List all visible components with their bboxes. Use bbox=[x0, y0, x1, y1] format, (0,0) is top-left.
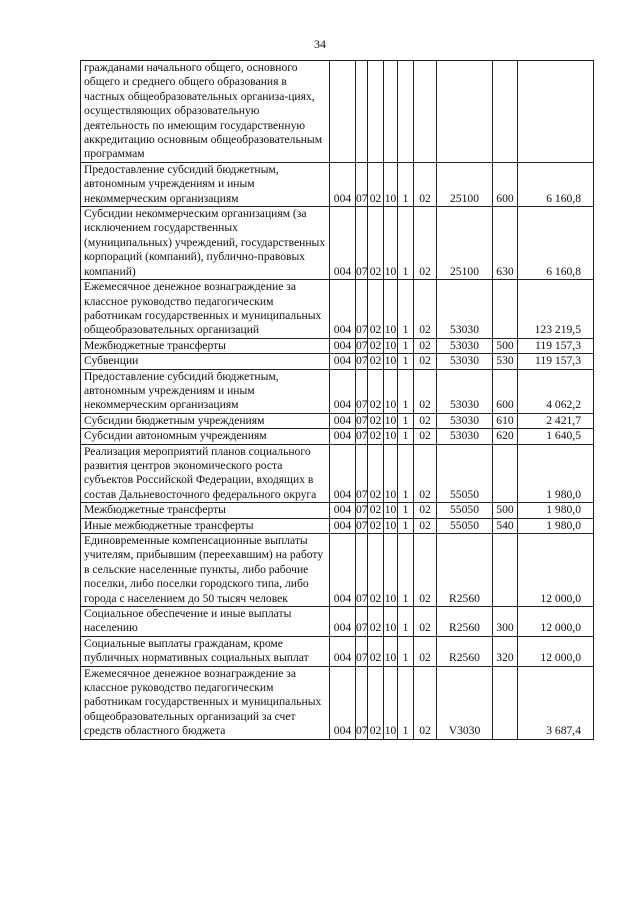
row-amount-cell: 12 000,0 bbox=[518, 607, 594, 637]
row-program-cell: 10 bbox=[384, 666, 398, 739]
table-row bbox=[81, 518, 594, 533]
row-name-cell: Реализация мероприятий планов социального развития центров экономического роста субъектов Российской Федерации, входящих в состав Дальневосточного федерального округа bbox=[81, 444, 330, 503]
row-section-cell: 07 bbox=[356, 444, 368, 503]
row-direction-cell: 53030 bbox=[437, 354, 493, 369]
row-subprogram-cell: 1 bbox=[398, 429, 414, 444]
table-row bbox=[81, 369, 594, 413]
row-activity-cell: 02 bbox=[414, 518, 437, 533]
table-row bbox=[81, 207, 594, 280]
row-expense-type-cell bbox=[493, 61, 518, 163]
row-direction-cell: 53030 bbox=[437, 413, 493, 428]
row-direction-cell: 55050 bbox=[437, 503, 493, 518]
row-subsection-cell: 02 bbox=[368, 444, 384, 503]
table-row bbox=[81, 666, 594, 739]
row-activity-cell: 02 bbox=[414, 162, 437, 206]
row-expense-type-cell: 620 bbox=[493, 429, 518, 444]
row-amount-cell: 123 219,5 bbox=[518, 280, 594, 339]
row-section-cell: 07 bbox=[356, 207, 368, 280]
row-subprogram-cell: 1 bbox=[398, 607, 414, 637]
table-row bbox=[81, 503, 594, 518]
row-subprogram-cell: 1 bbox=[398, 280, 414, 339]
row-subsection-cell: 02 bbox=[368, 636, 384, 666]
row-ministry-code-cell: 004 bbox=[330, 429, 356, 444]
row-direction-cell: R2560 bbox=[437, 636, 493, 666]
row-ministry-code-cell: 004 bbox=[330, 636, 356, 666]
budget-table bbox=[80, 60, 594, 740]
row-section-cell: 07 bbox=[356, 518, 368, 532]
row-activity-cell: 02 bbox=[414, 666, 437, 739]
row-amount-cell: 2 421,7 bbox=[518, 413, 594, 428]
row-expense-type-cell: 300 bbox=[493, 607, 518, 637]
row-amount-cell: 1 640,5 bbox=[518, 429, 594, 444]
row-section-cell: 07 bbox=[356, 413, 368, 427]
row-direction-cell: 55050 bbox=[437, 444, 493, 503]
row-section-cell: 07 bbox=[356, 666, 368, 739]
row-activity-cell: 02 bbox=[414, 369, 437, 413]
row-subsection-cell: 02 bbox=[368, 207, 384, 280]
row-name-cell: Социальные выплаты гражданам, кроме публичных нормативных социальных выплат bbox=[81, 636, 330, 666]
table-row bbox=[81, 534, 594, 607]
row-direction-cell: 55050 bbox=[437, 518, 493, 533]
table-row bbox=[81, 429, 594, 444]
row-ministry-code-cell: 004 bbox=[330, 369, 356, 413]
row-direction-cell: R2560 bbox=[437, 534, 493, 607]
row-ministry-code-cell: 004 bbox=[330, 607, 356, 637]
row-section-cell: 07 bbox=[356, 636, 368, 666]
row-subprogram-cell: 1 bbox=[398, 162, 414, 206]
row-subprogram-cell: 1 bbox=[398, 444, 414, 503]
row-program-cell: 10 bbox=[384, 369, 398, 413]
row-subprogram-cell: 1 bbox=[398, 413, 414, 428]
row-direction-cell: V3030 bbox=[437, 666, 493, 739]
row-ministry-code-cell: 004 bbox=[330, 413, 356, 428]
row-subprogram-cell: 1 bbox=[398, 207, 414, 280]
row-subprogram-cell: 1 bbox=[398, 666, 414, 739]
row-program-cell: 10 bbox=[384, 413, 397, 427]
row-expense-type-cell: 610 bbox=[493, 413, 518, 428]
row-name-cell: гражданами начального общего, основного общего и среднего общего образования в частных общеобразовательных организа-циях, осуществляющих образовательную деятельность по имеющим государственную аккредитацию основным общеобразовательным программам bbox=[81, 61, 330, 163]
row-activity-cell bbox=[414, 61, 437, 163]
row-subprogram-cell: 1 bbox=[398, 369, 414, 413]
row-ministry-code-cell: 004 bbox=[330, 354, 356, 369]
row-name-cell: Ежемесячное денежное вознаграждение за классное руководство педагогическим работникам государственных и муниципальных общеобразовательных организаций за счет средств областного бюджета bbox=[81, 666, 330, 739]
row-section-cell: 07 bbox=[356, 534, 368, 607]
row-activity-cell: 02 bbox=[414, 607, 437, 637]
row-name-cell: Предоставление субсидий бюджетным, автономным учреждениям и иным некоммерческим организациям bbox=[81, 162, 330, 206]
row-program-cell: 10 bbox=[384, 444, 398, 503]
row-amount-cell: 119 157,3 bbox=[518, 338, 594, 353]
page-number: 34 bbox=[314, 37, 326, 51]
row-subsection-cell: 02 bbox=[368, 280, 384, 339]
row-amount-cell: 1 980,0 bbox=[518, 518, 594, 533]
row-activity-cell: 02 bbox=[414, 413, 437, 428]
row-subprogram-cell: 1 bbox=[398, 503, 414, 518]
row-ministry-code-cell: 004 bbox=[330, 338, 356, 353]
row-program-cell bbox=[384, 61, 398, 163]
row-section-cell bbox=[356, 61, 368, 163]
row-expense-type-cell: 540 bbox=[493, 518, 518, 533]
row-direction-cell: R2560 bbox=[437, 607, 493, 637]
row-program-cell: 10 bbox=[384, 354, 397, 368]
row-section-cell: 07 bbox=[356, 338, 368, 352]
row-amount-cell: 1 980,0 bbox=[518, 503, 594, 518]
row-subprogram-cell: 1 bbox=[398, 534, 414, 607]
row-section-cell: 07 bbox=[356, 607, 368, 637]
row-subsection-cell: 02 bbox=[368, 338, 384, 353]
table-row bbox=[81, 607, 594, 637]
row-name-cell: Предоставление субсидий бюджетным, автономным учреждениям и иным некоммерческим организациям bbox=[81, 369, 330, 413]
row-subprogram-cell: 1 bbox=[398, 636, 414, 666]
row-amount-cell: 4 062,2 bbox=[518, 369, 594, 413]
row-direction-cell: 53030 bbox=[437, 369, 493, 413]
table-row bbox=[81, 444, 594, 503]
row-subsection-cell: 02 bbox=[368, 534, 384, 607]
row-expense-type-cell bbox=[493, 444, 518, 503]
row-ministry-code-cell: 004 bbox=[330, 162, 356, 206]
row-subprogram-cell: 1 bbox=[398, 518, 414, 533]
row-name-cell: Единовременные компенсационные выплаты учителям, прибывшим (переехавшим) на работу в сельские населенные пункты, либо рабочие поселки, либо поселки городского типа, либо города с населением до 50 тысяч человек bbox=[81, 534, 330, 607]
row-activity-cell: 02 bbox=[414, 429, 437, 444]
row-program-cell: 10 bbox=[384, 518, 397, 532]
row-section-cell: 07 bbox=[356, 162, 368, 206]
row-activity-cell: 02 bbox=[414, 444, 437, 503]
row-expense-type-cell bbox=[493, 280, 518, 339]
row-name-cell: Субсидии автономным учреждениям bbox=[81, 429, 330, 444]
row-expense-type-cell: 320 bbox=[493, 636, 518, 666]
row-amount-cell: 12 000,0 bbox=[518, 636, 594, 666]
row-activity-cell: 02 bbox=[414, 636, 437, 666]
row-name-cell: Субсидии некоммерческим организациям (за исключением государственных (муниципальных) учреждений, государственных корпораций (компаний), публично-правовых компаний) bbox=[81, 207, 330, 280]
row-direction-cell: 25100 bbox=[437, 162, 493, 206]
row-program-cell: 10 bbox=[384, 338, 397, 352]
row-section-cell: 07 bbox=[356, 503, 368, 517]
row-activity-cell: 02 bbox=[414, 534, 437, 607]
row-amount-cell: 119 157,3 bbox=[518, 354, 594, 369]
table-row bbox=[81, 338, 594, 353]
row-subprogram-cell: 1 bbox=[398, 338, 414, 353]
row-program-cell: 10 bbox=[384, 162, 398, 206]
row-amount-cell: 6 160,8 bbox=[518, 207, 594, 280]
table-row bbox=[81, 280, 594, 339]
row-subsection-cell: 02 bbox=[368, 354, 384, 369]
row-expense-type-cell bbox=[493, 534, 518, 607]
row-section-cell: 07 bbox=[356, 280, 368, 339]
row-activity-cell: 02 bbox=[414, 503, 437, 518]
row-expense-type-cell: 630 bbox=[493, 207, 518, 280]
row-ministry-code-cell: 004 bbox=[330, 534, 356, 607]
row-expense-type-cell: 500 bbox=[493, 338, 518, 353]
row-program-cell: 10 bbox=[384, 207, 398, 280]
row-amount-cell bbox=[518, 61, 594, 163]
row-name-cell: Иные межбюджетные трансферты bbox=[81, 518, 330, 533]
row-subsection-cell: 02 bbox=[368, 518, 384, 533]
row-direction-cell: 53030 bbox=[437, 338, 493, 353]
row-activity-cell: 02 bbox=[414, 280, 437, 339]
row-subsection-cell: 02 bbox=[368, 429, 384, 444]
row-ministry-code-cell bbox=[330, 61, 356, 163]
row-subsection-cell: 02 bbox=[368, 503, 384, 518]
row-subsection-cell: 02 bbox=[368, 162, 384, 206]
row-subsection-cell: 02 bbox=[368, 413, 384, 428]
row-activity-cell: 02 bbox=[414, 354, 437, 369]
row-ministry-code-cell: 004 bbox=[330, 518, 356, 533]
row-expense-type-cell: 530 bbox=[493, 354, 518, 369]
table-row bbox=[81, 636, 594, 666]
row-subsection-cell bbox=[368, 61, 384, 163]
table-row bbox=[81, 413, 594, 428]
row-name-cell: Межбюджетные трансферты bbox=[81, 503, 330, 518]
row-name-cell: Субсидии бюджетным учреждениям bbox=[81, 413, 330, 428]
row-ministry-code-cell: 004 bbox=[330, 207, 356, 280]
row-name-cell: Ежемесячное денежное вознаграждение за классное руководство педагогическим работникам государственных и муниципальных общеобразовательных организаций bbox=[81, 280, 330, 339]
row-subsection-cell: 02 bbox=[368, 607, 384, 637]
row-subsection-cell: 02 bbox=[368, 369, 384, 413]
row-program-cell: 10 bbox=[384, 280, 398, 339]
row-program-cell: 10 bbox=[384, 534, 398, 607]
row-amount-cell: 12 000,0 bbox=[518, 534, 594, 607]
table-row bbox=[81, 61, 594, 163]
row-section-cell: 07 bbox=[356, 369, 368, 413]
row-activity-cell: 02 bbox=[414, 207, 437, 280]
row-ministry-code-cell: 004 bbox=[330, 280, 356, 339]
row-section-cell: 07 bbox=[356, 354, 368, 368]
row-subprogram-cell: 1 bbox=[398, 354, 414, 369]
row-amount-cell: 6 160,8 bbox=[518, 162, 594, 206]
row-ministry-code-cell: 004 bbox=[330, 666, 356, 739]
row-program-cell: 10 bbox=[384, 607, 398, 637]
row-program-cell: 10 bbox=[384, 503, 397, 517]
row-subprogram-cell bbox=[398, 61, 414, 163]
table-row bbox=[81, 354, 594, 369]
row-subsection-cell: 02 bbox=[368, 666, 384, 739]
row-program-cell: 10 bbox=[384, 636, 398, 666]
row-amount-cell: 3 687,4 bbox=[518, 666, 594, 739]
row-direction-cell: 25100 bbox=[437, 207, 493, 280]
table-row bbox=[81, 162, 594, 206]
row-section-cell: 07 bbox=[356, 429, 368, 443]
row-activity-cell: 02 bbox=[414, 338, 437, 353]
row-expense-type-cell: 600 bbox=[493, 162, 518, 206]
row-program-cell: 10 bbox=[384, 429, 397, 443]
row-expense-type-cell bbox=[493, 666, 518, 739]
row-direction-cell: 53030 bbox=[437, 280, 493, 339]
row-direction-cell: 53030 bbox=[437, 429, 493, 444]
row-name-cell: Межбюджетные трансферты bbox=[81, 338, 330, 353]
row-name-cell: Социальное обеспечение и иные выплаты населению bbox=[81, 607, 330, 637]
row-ministry-code-cell: 004 bbox=[330, 444, 356, 503]
row-name-cell: Субвенции bbox=[81, 354, 330, 369]
row-expense-type-cell: 600 bbox=[493, 369, 518, 413]
row-direction-cell bbox=[437, 61, 493, 163]
row-ministry-code-cell: 004 bbox=[330, 503, 356, 518]
row-expense-type-cell: 500 bbox=[493, 503, 518, 518]
row-amount-cell: 1 980,0 bbox=[518, 444, 594, 503]
